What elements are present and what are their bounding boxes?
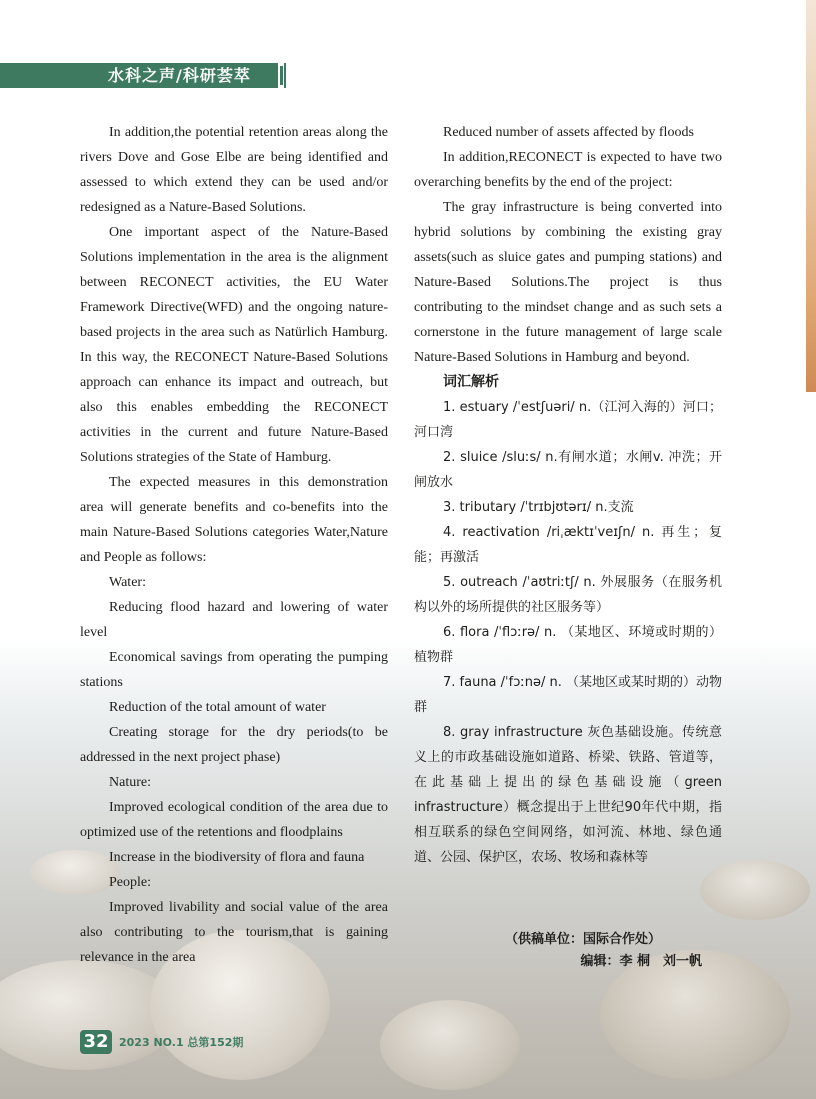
vocab-item: 8. gray infrastructure 灰色基础设施。传统意义上的市政基础设施如道路、桥梁、铁路、管道等，在此基础上提出的绿色基础设施（green infrastructure）概念提出于上世纪90年代中期，指相互联系的绿色空间网络，如河流、林地、绿色通道、公园、保护区，农场、牧场和森林等 <box>414 725 722 865</box>
vocab-item: 6. flora /ˈflɔːrə/ n. （某地区、环境或时期的）植物群 <box>414 625 722 665</box>
section-header-title: 水科之声/科研荟萃 <box>108 66 251 85</box>
vocab-item: 7. fauna /ˈfɔːnə/ n. （某地区或某时期的）动物群 <box>414 675 722 715</box>
decorative-sunset-strip <box>806 0 816 392</box>
vocab-item: 2. sluice /sluːs/ n.有闸水道；水闸v. 冲洗；开闸放水 <box>414 450 722 490</box>
paragraph-gray-infrastructure: The gray infrastructure is being converted into hybrid solutions by combining the existing gray assets(such as sluice gates and pumping stations) and Nature-Based Solutions.The project is thus contributing to the mindset change and as such sets a cornerstone in the future management of large scale Nature-Based Solutions in Hamburg and beyond. <box>414 200 722 365</box>
water-heading: Water: <box>109 575 146 590</box>
nature-benefit-2: Increase in the biodiversity of flora and fauna <box>109 850 365 865</box>
paragraph-expected-measures: The expected measures in this demonstration area will generate benefits and co-benefits into the main Nature-Based Solutions categories Water,Nature and People as follows: <box>80 475 388 565</box>
page-number-badge: 32 <box>80 1030 112 1054</box>
vocab-item: 1. estuary /ˈestʃuəri/ n.（江河入海的）河口；河口湾 <box>414 400 722 440</box>
left-text-column <box>80 120 388 970</box>
vocab-item: 5. outreach /ˈaʊtriːtʃ/ n. 外展服务（在服务机构以外的场所提供的社区服务等） <box>414 575 722 615</box>
right-text-column <box>414 120 722 870</box>
paragraph-overarching-benefits: In addition,RECONECT is expected to have two overarching benefits by the end of the project: <box>414 150 722 190</box>
vocabulary-heading: 词汇解析 <box>443 374 499 390</box>
water-benefit-1: Reducing flood hazard and lowering of water level <box>80 600 388 640</box>
header-end-mark-inner <box>280 66 283 85</box>
water-benefit-5: Reduced number of assets affected by floods <box>443 125 694 140</box>
water-benefit-3: Reduction of the total amount of water <box>109 700 326 715</box>
water-benefit-4: Creating storage for the dry periods(to be addressed in the next project phase) <box>80 725 388 765</box>
people-benefit-1: Improved livability and social value of the area also contributing to the tourism,that is gaining relevance in the area <box>80 900 388 965</box>
vocab-item: 4. reactivation /riˌæktɪˈveɪʃn/ n. 再生；复能；再激活 <box>414 525 722 565</box>
vocab-item: 3. tributary /ˈtrɪbjʊtərɪ/ n.支流 <box>443 500 634 515</box>
background-stone <box>380 1000 520 1090</box>
nature-benefit-1: Improved ecological condition of the area due to optimized use of the retentions and floodplains <box>80 800 388 840</box>
nature-heading: Nature: <box>109 775 151 790</box>
paragraph-alignment: One important aspect of the Nature-Based Solutions implementation in the area is the alignment between RECONECT activities, the EU Water Framework Directive(WFD) and the ongoing nature-based projects in the area such as Natürlich Hamburg. In this way, the RECONECT Nature-Based Solutions approach can enhance its impact and outreach, but also this enables embedding the RECONECT activities in the current and future Nature-Based Solutions strategies of the State of Hamburg. <box>80 225 388 465</box>
contributor-credit: （供稿单位：国际合作处） <box>504 932 661 947</box>
issue-label: 2023 NO.1 总第152期 <box>119 1036 244 1049</box>
editor-credit: 编辑：李 桐 刘一帆 <box>580 954 702 969</box>
background-stone <box>600 950 790 1080</box>
people-heading: People: <box>109 875 151 890</box>
paragraph-retention-areas: In addition,the potential retention areas along the rivers Dove and Gose Elbe are being identified and assessed to which extend they can be used and/or redesigned as a Nature-Based Solutions. <box>80 125 388 215</box>
water-benefit-2: Economical savings from operating the pumping stations <box>80 650 388 690</box>
